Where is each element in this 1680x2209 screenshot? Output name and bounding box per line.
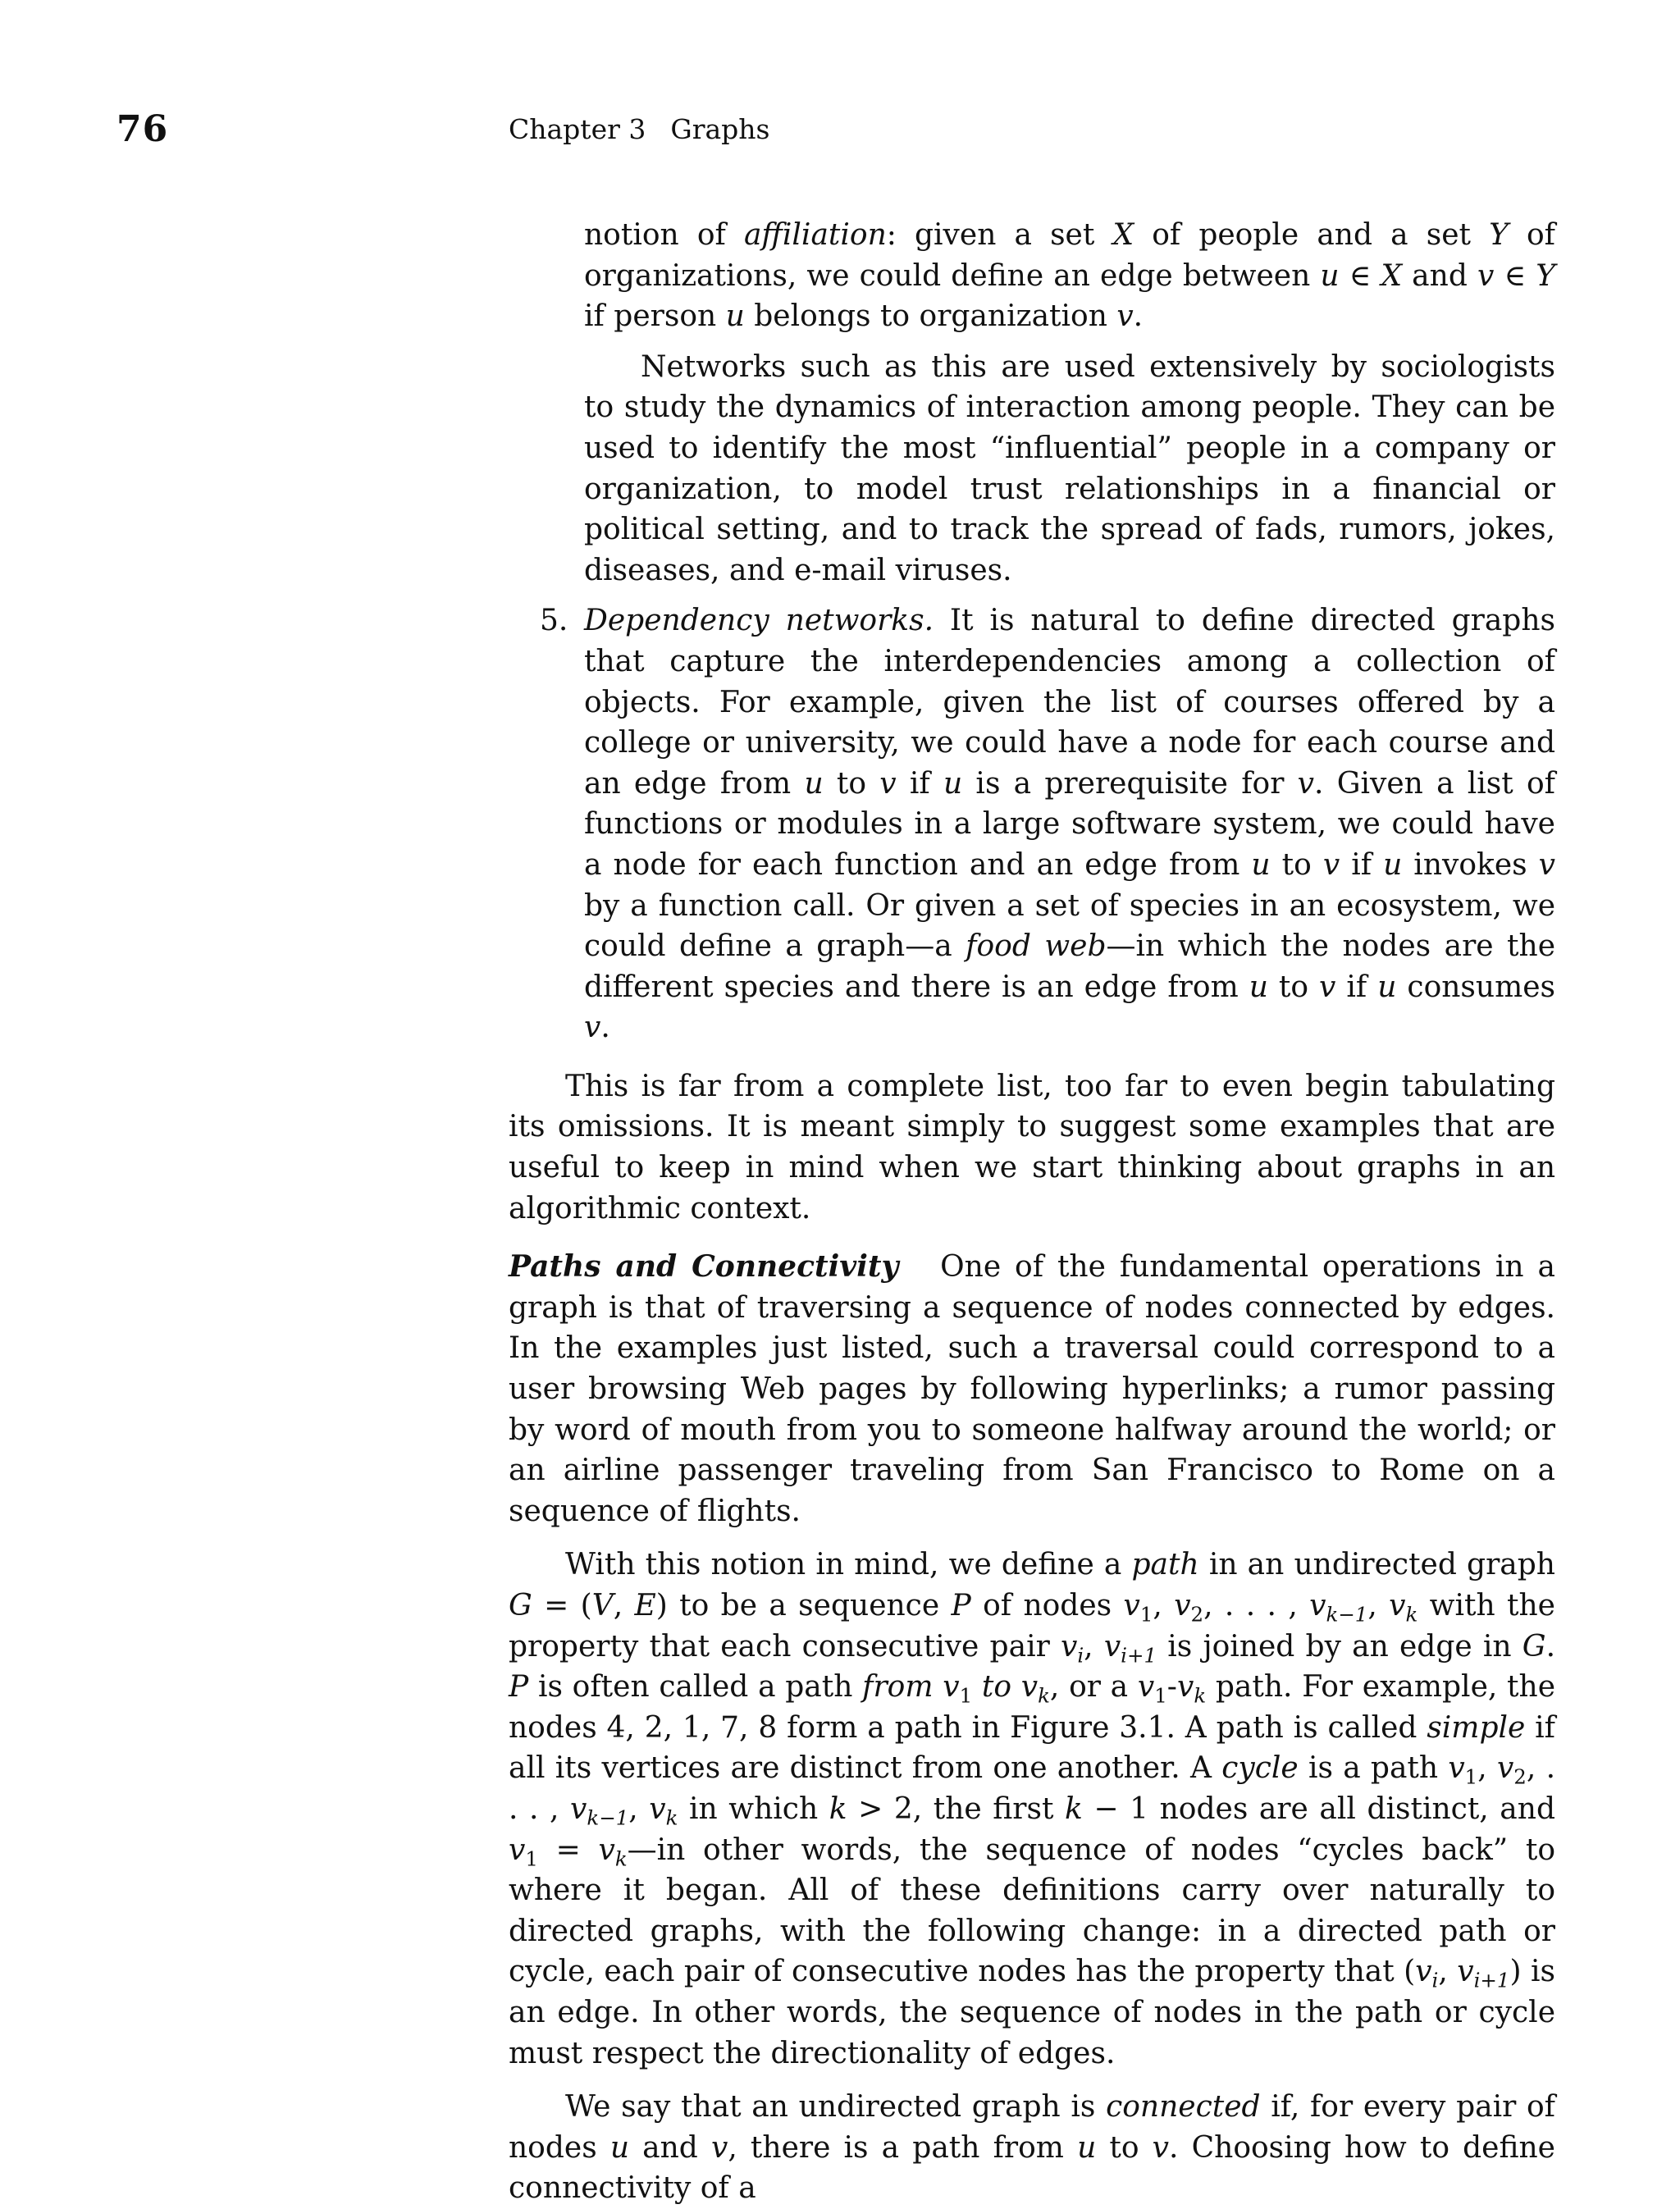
- list-item-number: 5.: [540, 604, 568, 638]
- section-heading: Paths and Connectivity: [509, 1249, 899, 1285]
- list-item-title: Dependency networks.: [584, 604, 934, 638]
- sociologists-paragraph: Networks such as this are used extensively by sociologists to study the dynamics of interaction among people. They can be used to identify the most “influential” people in a company or organization, to model trust relationships in a financial or political setting, and to track the spread of fads, rumors, jokes, diseases, and e-mail viruses.: [584, 349, 1555, 587]
- body-text: [509, 215, 1555, 2209]
- list-summary-paragraph: This is far from a complete list, too far to even begin tabulating its omissions. It is meant simply to suggest some examples that are useful to keep in mind when we start thinking about graphs in an algorithmic context.: [509, 1069, 1555, 1225]
- chapter-title: Graphs: [670, 113, 770, 145]
- path-definition-paragraph: With this notion in mind, we define a path in an undirected graph G = (V, E) to be a sequence P of nodes $v_1$, $v_2$, . . . , $v_{k-1}$, $v_k$ with the property that each consecutive pair $v_i$, $v_{i+1}$ is joined by an edge in G. P is often called a path from $v_1$ to $v_k$, or a $v_1-v_k$ path. For example, the nodes 4, 2, 1, 7, 8 form a path in Figure 3.1. A path is called simple if all its vertices are distinct from one another. A cycle is a path $v_1$, $v_2$, . . . , $v_{k-1}$, $v_k$ in which k > 2, the first k − 1 nodes are all distinct, and $v_1$ = $v_k—in$ other words, the sequence of nodes “cycles back” to where it began. All of these definitions carry over naturally to directed graphs, with the following change: in a directed path or cycle, each pair of consecutive nodes has the property that ($v_i$, $v_{i+1}$) is an edge. In other words, the sequence of nodes in the path or cycle must respect the directionality of edges.: [509, 1548, 1556, 2070]
- affiliation-paragraph: notion of affiliation: given a set X of people and a set Y of organizations, we could define an edge between u ∈ X and v ∈ Y if person u belongs to organization v.: [584, 218, 1555, 334]
- list-item: [540, 600, 1556, 1048]
- numbered-list: [540, 215, 1556, 1048]
- running-head: [509, 113, 769, 145]
- connected-paragraph: We say that an undirected graph is connected if, for every pair of nodes u and v, there is a path from u to v. Choosing how to define connectivity of a: [509, 2090, 1555, 2206]
- dependency-networks-paragraph: Dependency networks. It is natural to define directed graphs that capture the interdependencies among a collection of objects. For example, given the list of courses offered by a college or university, we could have a node for each course and an edge from u to v if u is a prerequisite for v. Given a list of functions or modules in a large software system, we could have a node for each function and an edge from u to v if u invokes v by a function call. Or given a set of species in an ecosystem, we could define a graph—a food web—in which the nodes are the different species and there is an edge from u to v if u consumes v.: [584, 604, 1556, 1045]
- paths-connectivity-paragraph: Paths and Connectivity One of the fundamental operations in a graph is that of traversing a sequence of nodes connected by edges. In the examples just listed, such a traversal could correspond to a user browsing Web pages by following hyperlinks; a rumor passing by word of mouth from you to someone halfway around the world; or an airline passenger traveling from San Francisco to Rome on a sequence of flights.: [509, 1249, 1555, 1528]
- page-number: 76: [116, 108, 169, 150]
- chapter-label: Chapter 3: [509, 113, 646, 145]
